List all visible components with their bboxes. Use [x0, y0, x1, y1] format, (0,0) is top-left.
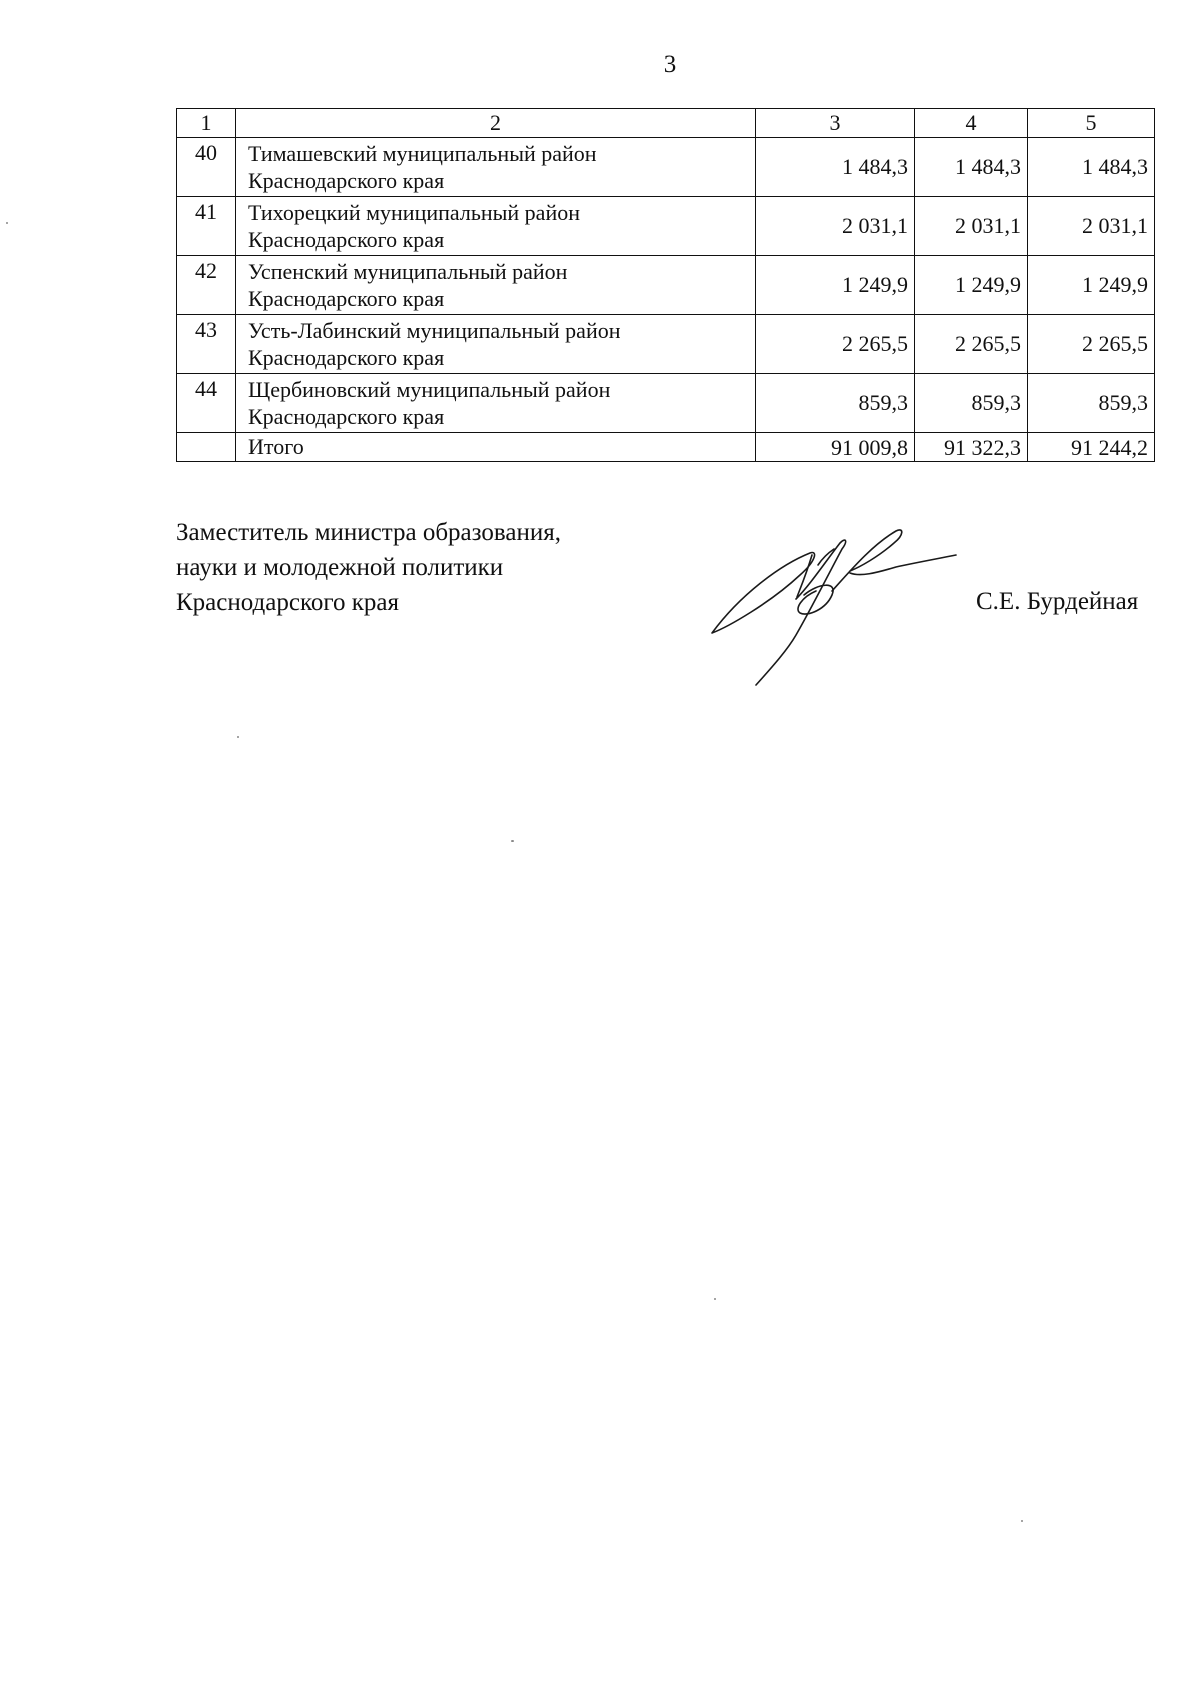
district-name — [236, 256, 756, 315]
value-col-4: 2 265,5 — [915, 315, 1028, 374]
signatory-title-line: Краснодарского края — [176, 589, 399, 616]
value-col-3: 2 265,5 — [756, 315, 915, 374]
header-cell: 3 — [756, 109, 915, 138]
header-cell: 2 — [236, 109, 756, 138]
scan-speck — [1021, 1520, 1023, 1522]
signatory-title-line: науки и молодежной политики — [176, 554, 504, 581]
table-row — [177, 374, 1155, 433]
row-number: 42 — [177, 256, 236, 315]
signatory-title-line: Заместитель министра образования, — [176, 519, 561, 546]
handwritten-signature — [700, 525, 970, 695]
value-col-4: 859,3 — [915, 374, 1028, 433]
scan-speck — [714, 1298, 716, 1300]
district-name — [236, 315, 756, 374]
value-col-3: 1 484,3 — [756, 138, 915, 197]
district-name-line: Усть-Лабинский муниципальный район — [248, 318, 621, 343]
signatory-title — [176, 515, 561, 620]
scan-speck — [237, 736, 239, 738]
table-row — [177, 197, 1155, 256]
value-col-3: 2 031,1 — [756, 197, 915, 256]
value-col-4: 1 484,3 — [915, 138, 1028, 197]
district-name-line: Краснодарского края — [248, 404, 445, 429]
row-number: 41 — [177, 197, 236, 256]
signatory-name: С.Е. Бурдейная — [976, 588, 1139, 615]
table-header-row — [177, 109, 1155, 138]
district-name-line: Краснодарского края — [248, 168, 445, 193]
total-col-3: 91 009,8 — [756, 433, 915, 462]
value-col-5: 1 484,3 — [1028, 138, 1155, 197]
district-name — [236, 197, 756, 256]
district-name-line: Тимашевский муниципальный район — [248, 141, 597, 166]
value-col-4: 2 031,1 — [915, 197, 1028, 256]
scan-speck — [511, 840, 514, 842]
table-row — [177, 315, 1155, 374]
table-row — [177, 138, 1155, 197]
total-label: Итого — [236, 433, 756, 462]
district-name — [236, 138, 756, 197]
value-col-5: 2 031,1 — [1028, 197, 1155, 256]
scan-speck — [6, 222, 8, 224]
row-number: 43 — [177, 315, 236, 374]
value-col-3: 1 249,9 — [756, 256, 915, 315]
district-name-line: Краснодарского края — [248, 345, 445, 370]
table-row — [177, 256, 1155, 315]
row-number: 44 — [177, 374, 236, 433]
value-col-4: 1 249,9 — [915, 256, 1028, 315]
empty-cell — [177, 433, 236, 462]
district-name-line: Тихорецкий муниципальный район — [248, 200, 580, 225]
district-name — [236, 374, 756, 433]
header-cell: 1 — [177, 109, 236, 138]
page-number: 3 — [663, 51, 677, 78]
district-name-line: Краснодарского края — [248, 227, 445, 252]
value-col-5: 1 249,9 — [1028, 256, 1155, 315]
allocation-table — [176, 108, 1155, 462]
value-col-5: 859,3 — [1028, 374, 1155, 433]
header-cell: 4 — [915, 109, 1028, 138]
value-col-3: 859,3 — [756, 374, 915, 433]
row-number: 40 — [177, 138, 236, 197]
district-name-line: Щербиновский муниципальный район — [248, 377, 611, 402]
value-col-5: 2 265,5 — [1028, 315, 1155, 374]
total-col-4: 91 322,3 — [915, 433, 1028, 462]
district-name-line: Успенский муниципальный район — [248, 259, 568, 284]
table-total-row — [177, 433, 1155, 462]
header-cell: 5 — [1028, 109, 1155, 138]
total-col-5: 91 244,2 — [1028, 433, 1155, 462]
district-name-line: Краснодарского края — [248, 286, 445, 311]
